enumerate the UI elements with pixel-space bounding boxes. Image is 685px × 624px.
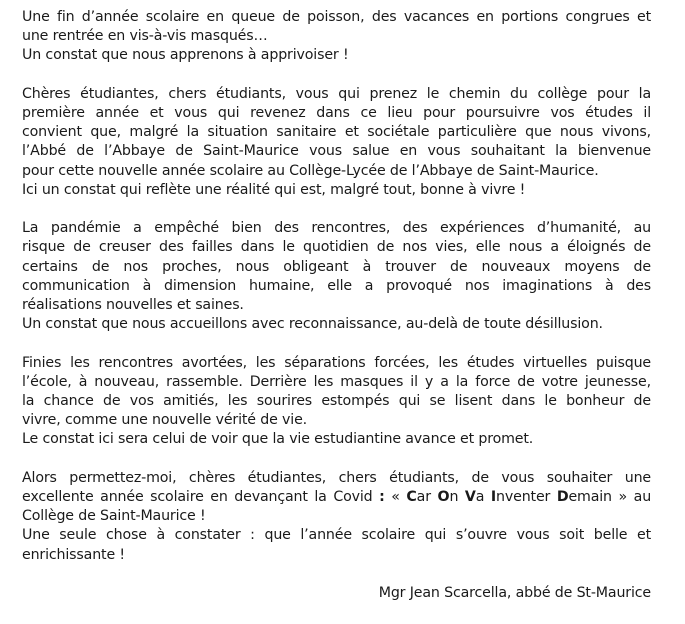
text-line: Un constat que nous accueillons avec reconnaissance, au-delà de toute désillusion. <box>22 316 603 333</box>
paragraph <box>22 354 651 450</box>
acronym-word-rest: ar <box>416 489 438 506</box>
closing-line-4: Une seule chose à constater : que l’année scolaire qui s’ouvre vous soit belle et <box>22 527 651 544</box>
acronym-word-rest: nventer <box>496 489 557 506</box>
text-line: la chance de vos amitiés, les sourires estompés qui se lisent dans le bonheur de <box>22 393 651 410</box>
closing-line-2-end: » au <box>611 489 652 506</box>
closing-line-3: Collège de Saint-Maurice ! <box>22 508 206 525</box>
text-line: l’école, à nouveau, rassemble. Derrière les masques il y a la force de votre jeunesse, <box>22 373 651 390</box>
acronym-initial: V <box>464 489 476 506</box>
closing-line-2 <box>22 488 651 507</box>
acronym-initial: I <box>490 489 497 506</box>
text-line: certains de nos proches, nous obligeant à trouver de nouveaux moyens de <box>22 258 651 275</box>
covid-acronym <box>406 489 612 505</box>
closing-line-2-start: excellente année scolaire en devançant la Covid <box>22 489 380 506</box>
acronym-initial: D <box>556 489 569 506</box>
acronym-word-rest: emain <box>568 489 612 506</box>
closing-colon: : <box>379 489 385 506</box>
closing-line-5: enrichissante ! <box>22 546 125 563</box>
acronym-initial: O <box>437 489 450 506</box>
paragraphs <box>22 8 651 450</box>
acronym-word-rest: n <box>449 489 465 506</box>
text-line: risque de creuser des failles dans le quotidien de nos vies, elle nous a éloignés de <box>22 239 651 256</box>
paragraph <box>22 219 651 334</box>
text-line: Le constat ici sera celui de voir que la vie estudiantine avance et promet. <box>22 431 534 448</box>
text-line: Finies les rencontres avortées, les séparations forcées, les études virtuelles puisque <box>22 354 651 371</box>
text-line: vivre, comme une nouvelle vérité de vie. <box>22 412 308 429</box>
quote-open: « <box>384 489 407 506</box>
closing-paragraph <box>22 469 651 565</box>
text-line: pour cette nouvelle année scolaire au Collège-Lycée de l’Abbaye de Saint-Maurice. <box>22 162 599 179</box>
text-line: réalisations nouvelles et saines. <box>22 297 244 314</box>
acronym-word-rest: a <box>475 489 491 506</box>
text-line: Chères étudiantes, chers étudiants, vous qui prenez le chemin du collège pour la <box>22 85 651 102</box>
text-line: une rentrée en vis-à-vis masqués… <box>22 28 268 45</box>
signature: Mgr Jean Scarcella, abbé de St-Maurice <box>378 585 651 602</box>
text-line: Ici un constat qui reflète une réalité qui est, malgré tout, bonne à vivre ! <box>22 181 526 198</box>
text-line: l’Abbé de l’Abbaye de Saint-Maurice vous salue en vous souhaitant la bienvenue <box>22 143 651 160</box>
text-line: communication à dimension humaine, elle a provoqué nos imaginations à des <box>22 277 651 294</box>
text-line: La pandémie a empêché bien des rencontres, des expériences d’humanité, au <box>22 220 651 237</box>
text-line: convient que, malgré la situation sanitaire et sociétale particulière que nous vivons, <box>22 124 651 141</box>
text-line: première année et vous qui revenez dans ce lieu pour poursuivre vos études il <box>22 105 651 121</box>
text-line: Un constat que nous apprenons à apprivoiser ! <box>22 47 349 64</box>
acronym-initial: C <box>406 489 417 506</box>
paragraph <box>22 8 651 66</box>
text-line: Une fin d’année scolaire en queue de poisson, des vacances en portions congrues et <box>22 9 651 25</box>
closing-line-1: Alors permettez-moi, chères étudiantes, chers étudiants, de vous souhaiter une <box>22 469 651 486</box>
letter-body <box>22 8 651 603</box>
paragraph <box>22 85 651 200</box>
